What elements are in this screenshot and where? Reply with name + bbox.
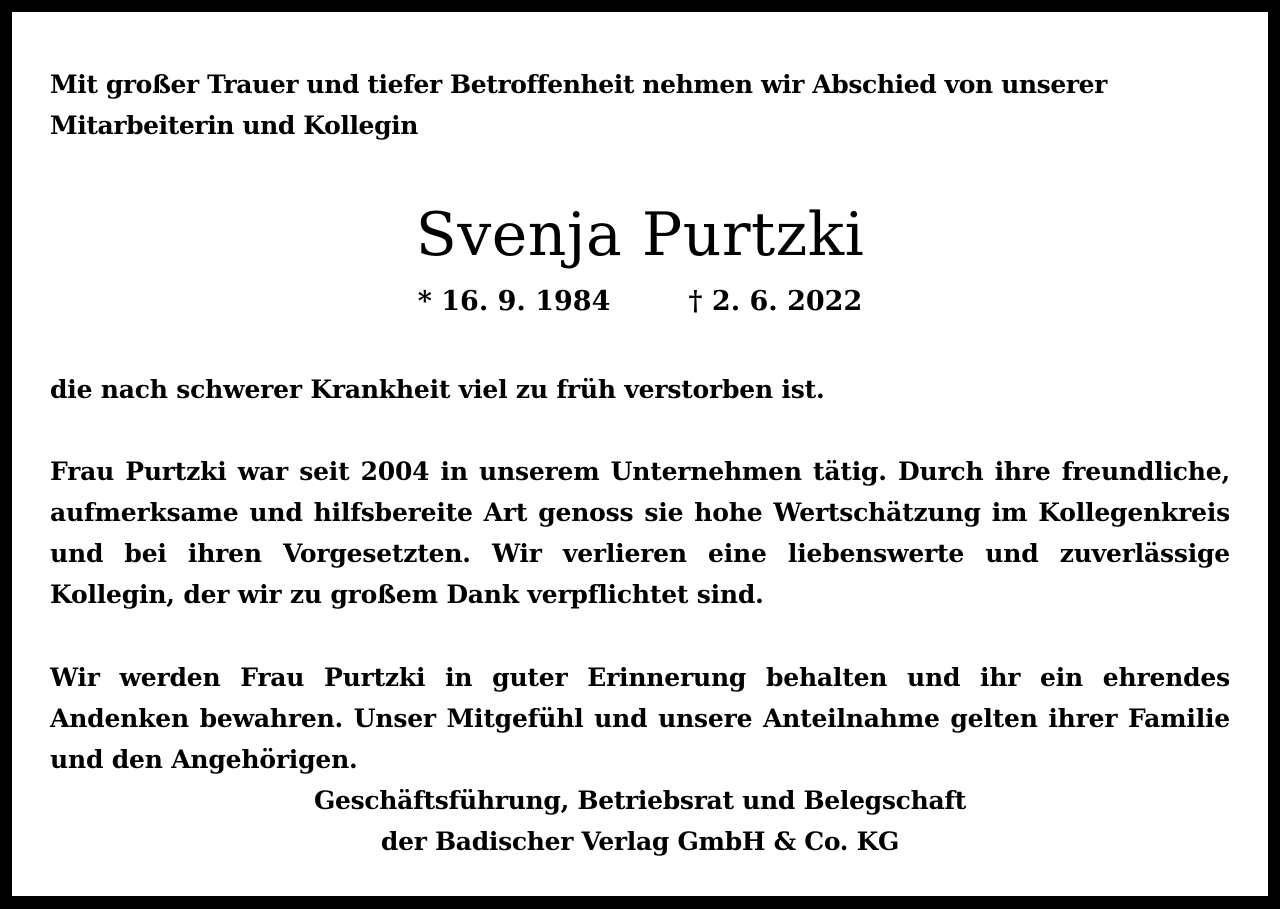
paragraph-illness: die nach schwerer Krankheit viel zu früh verstorben ist. <box>50 375 825 404</box>
deceased-name: Svenja Purtzki <box>415 200 865 270</box>
signature-block <box>50 780 1230 862</box>
notice-content <box>50 12 1230 896</box>
intro-text: Mit großer Trauer und tiefer Betroffenheit nehmen wir Abschied von unserer Mitarbeiterin und Kollegin <box>50 70 1107 140</box>
birth-date: * 16. 9. 1984 <box>417 286 611 317</box>
death-date: † 2. 6. 2022 <box>688 286 863 317</box>
signature-line-2: der Badischer Verlag GmbH & Co. KG <box>380 827 900 856</box>
paragraph-career: Frau Purtzki war seit 2004 in unserem Unternehmen tätig. Durch ihre freundliche, aufmerksame und hilfsbereite Art genoss sie hohe Wertschätzung im Kollegenkreis und bei ihren Vorgesetzten. Wir verlieren eine liebenswerte und zuverlässige Kollegin, der wir zu großem Dank verpflichtet sind. <box>50 457 1230 609</box>
life-dates <box>50 282 1230 322</box>
paragraph-remembrance: Wir werden Frau Purtzki in guter Erinnerung behalten und ihr ein ehrendes Andenken bewahren. Unser Mitgefühl und unsere Anteilnahme gelten ihrer Familie und den Angehörigen. <box>50 663 1230 774</box>
signature-line-1: Geschäftsführung, Betriebsrat und Belegschaft <box>313 786 967 815</box>
